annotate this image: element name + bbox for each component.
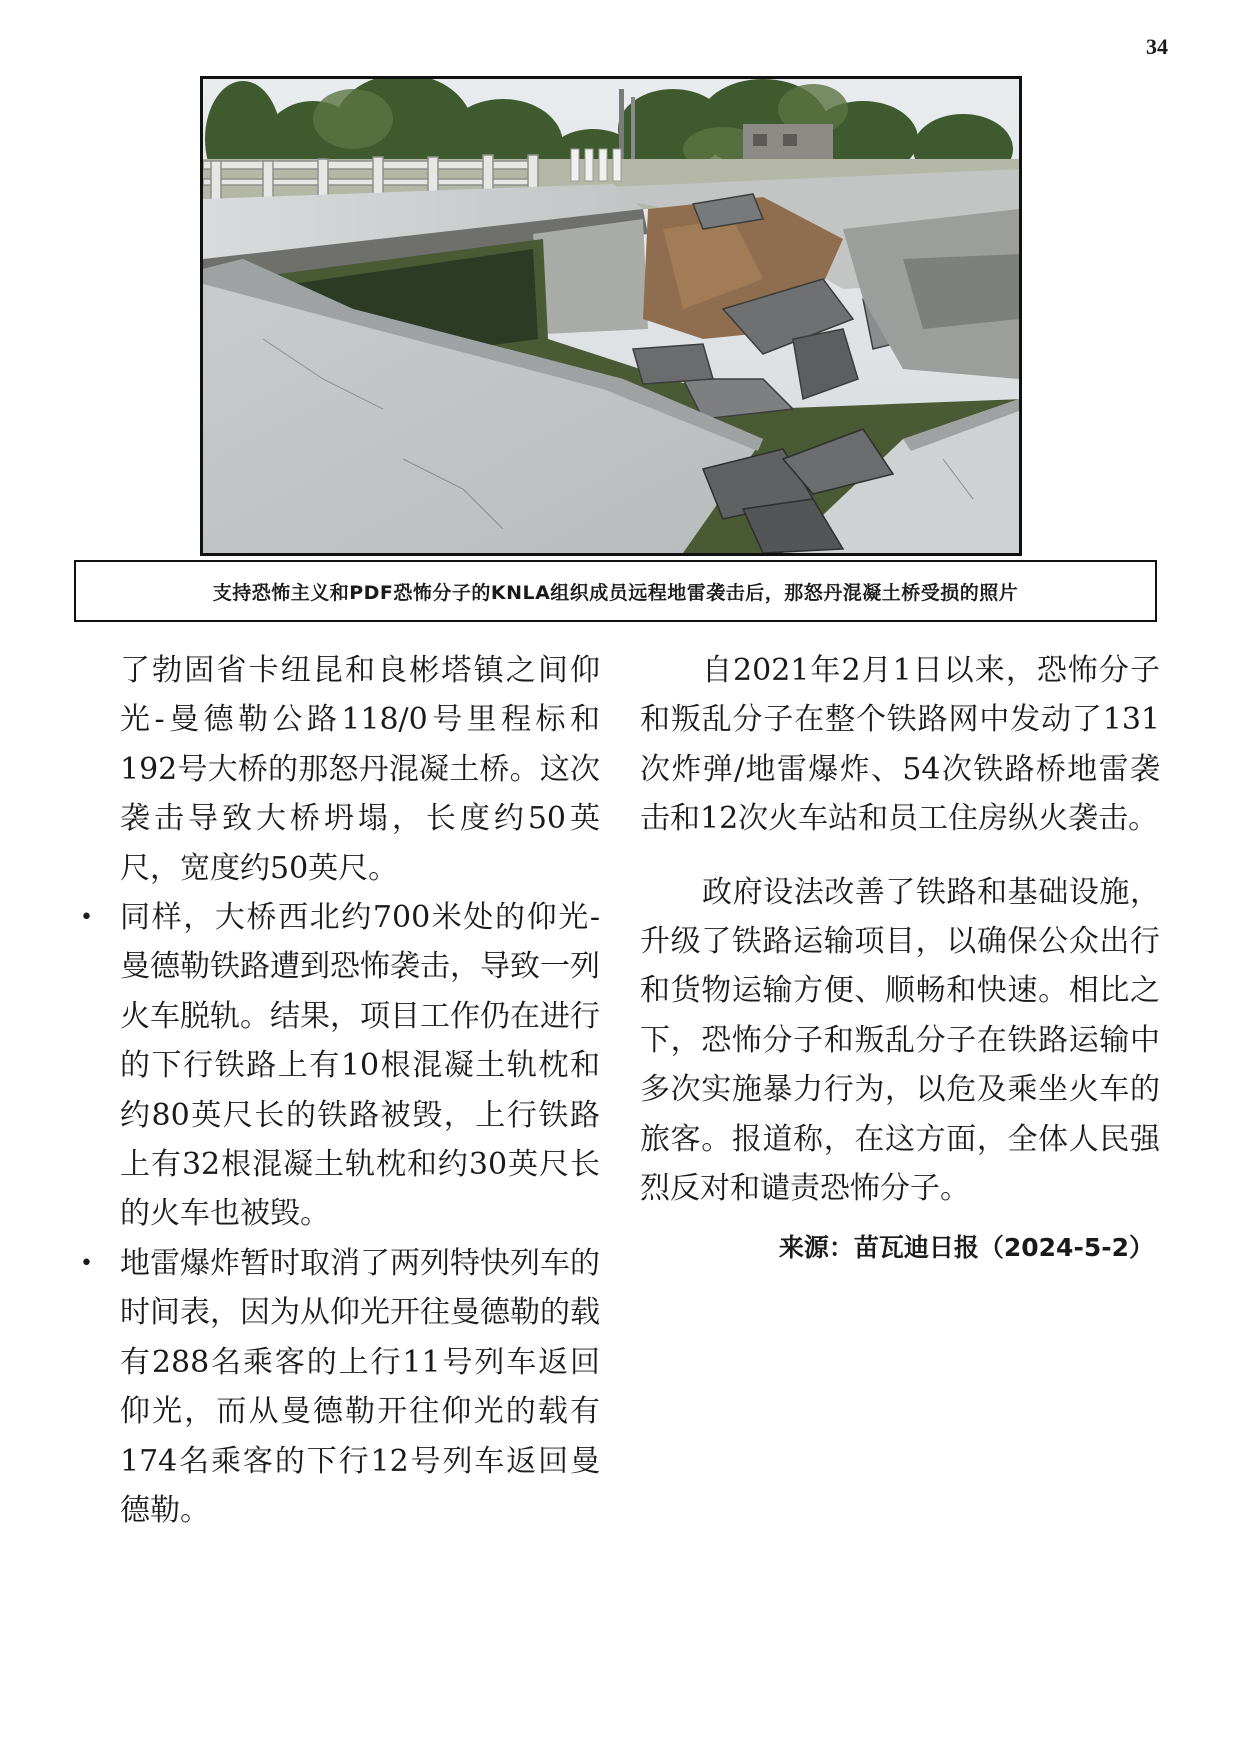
page-number: 34 [1146,34,1168,59]
bullet-marker: • [80,1250,93,1276]
bridge-damage-illustration [203,79,1019,553]
bridge-damage-photo [200,76,1022,556]
paragraph-government: 政府设法改善了铁路和基础设施，升级了铁路运输项目，以确保公众出行和货物运输方便、顺畅和快速。相比之下，恐怖分子和叛乱分子在铁路运输中多次实施暴力行为，以危及乘坐火车的旅客。报道称，在这方面，全体人民强烈反对和谴责恐怖分子。 [640,874,1160,1207]
left-column [80,646,600,1535]
right-column [640,646,1160,1273]
paragraph-spacer [640,844,1160,868]
bullet-text: 同样，大桥西北约700米处的仰光-曼德勒铁路遭到恐怖袭击，导致一列火车脱轨。结果，项目工作仍在进行的下行铁路上有10根混凝土轨枕和约80英尺长的铁路被毁，上行铁路上有32根混凝土轨枕和约30英尺长的火车也被毁。 [120,900,600,1232]
photo-caption: 支持恐怖主义和PDF恐怖分子的KNLA组织成员远程地雷袭击后，那怒丹混凝土桥受损的照片 [212,581,1019,604]
intro-paragraph: 了勃固省卡纽昆和良彬塔镇之间仰光-曼德勒公路118/0号里程标和192号大桥的那怒丹混凝土桥。这次袭击导致大桥坍塌，长度约50英尺，宽度约50英尺。 [120,653,600,886]
bullet-item-railway [80,893,600,1239]
paragraph-attacks: 自2021年2月1日以来，恐怖分子和叛乱分子在整个铁路网中发动了131次炸弹/地雷爆炸、54次铁路桥地雷袭击和12次火车站和员工住房纵火袭击。 [640,653,1160,837]
bullet-marker: • [80,905,93,931]
bullet-text: 地雷爆炸暂时取消了两列特快列车的时间表，因为从仰光开往曼德勒的载有288名乘客的上行11号列车返回仰光，而从曼德勒开往仰光的载有174名乘客的下行12号列车返回曼德勒。 [120,1245,600,1528]
source-attribution: 来源：苗瓦迪日报（2024-5-2） [778,1233,1154,1263]
bullet-item-trains [80,1239,600,1535]
photo-caption-box [74,560,1157,622]
